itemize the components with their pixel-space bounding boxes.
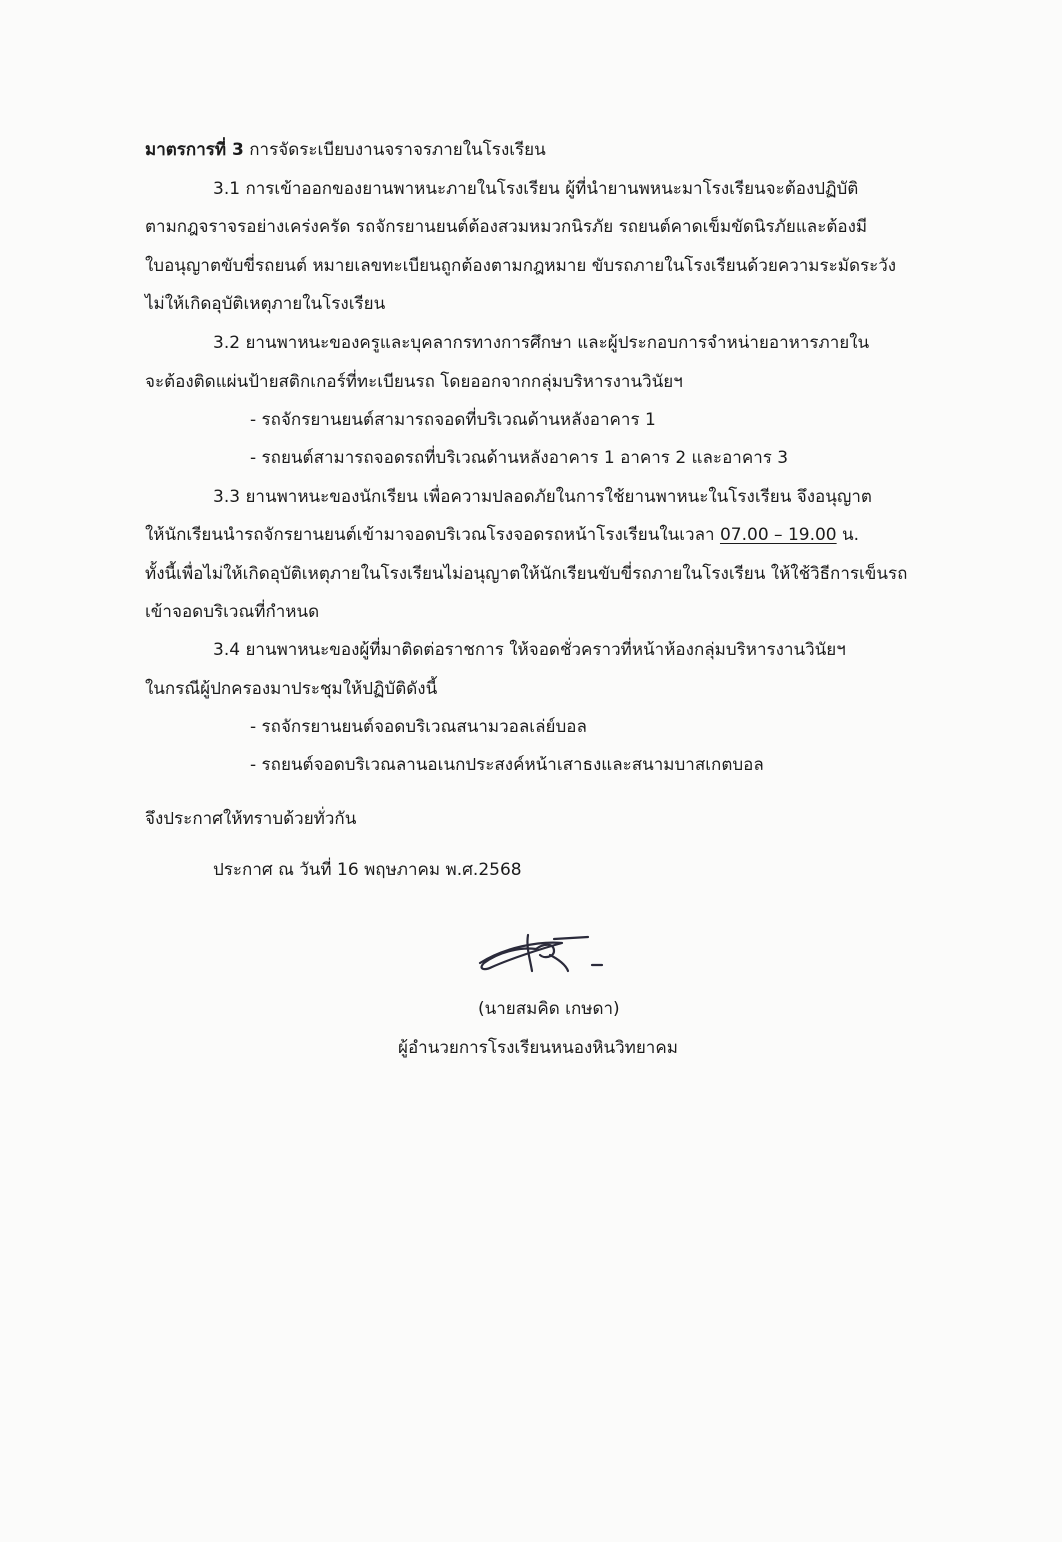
measure-heading-text: การจัดระเบียบงานจราจรภายในโรงเรียน	[243, 140, 546, 160]
announcement-date: ประกาศ ณ วันที่ 16 พฤษภาคม พ.ศ.2568	[213, 860, 522, 880]
section-3-1-line-1: 3.1 การเข้าออกของยานพาหนะภายในโรงเรียน ผู้ที่นำยานพหนะมาโรงเรียนจะต้องปฏิบัติ	[213, 179, 859, 199]
closing-statement: จึงประกาศให้ทราบด้วยทั่วกัน	[145, 809, 357, 829]
section-3-1-line-3: ใบอนุญาตขับขี่รถยนต์ หมายเลขทะเบียนถูกต้องตามกฎหมาย ขับรถภายในโรงเรียนด้วยความระมัดระวัง	[145, 256, 897, 276]
section-3-3-line-2	[145, 522, 859, 548]
time-unit: น.	[836, 525, 860, 545]
section-3-2-bullet-2: - รถยนต์สามารถจอดรถที่บริเวณด้านหลังอาคาร 1 อาคาร 2 และอาคาร 3	[250, 448, 789, 468]
section-3-4-bullet-2: - รถยนต์จอดบริเวณลานอเนกประสงค์หน้าเสาธงและสนามบาสเกตบอล	[250, 755, 764, 775]
section-3-2-line-1: 3.2 ยานพาหนะของครูและบุคลากรทางการศึกษา และผู้ประกอบการจำหน่ายอาหารภายใน	[213, 333, 870, 353]
section-3-4-line-1: 3.4 ยานพาหนะของผู้ที่มาติดต่อราชการ ให้จอดชั่วคราวที่หน้าห้องกลุ่มบริหารงานวินัยฯ	[213, 640, 846, 660]
section-3-3-line-2-text: ให้นักเรียนนำรถจักรยานยนต์เข้ามาจอดบริเวณโรงจอดรถหน้าโรงเรียนในเวลา	[145, 525, 720, 545]
signer-title: ผู้อำนวยการโรงเรียนหนองหินวิทยาคม	[398, 1038, 678, 1058]
section-3-3-line-1: 3.3 ยานพาหนะของนักเรียน เพื่อความปลอดภัยในการใช้ยานพาหนะในโรงเรียน จึงอนุญาต	[213, 487, 872, 507]
signature-mark	[470, 925, 610, 985]
signer-name: (นายสมคิด เกษดา)	[478, 999, 620, 1019]
section-3-3-line-4: เข้าจอดบริเวณที่กำหนด	[145, 602, 320, 622]
section-3-1-line-2: ตามกฎจราจรอย่างเคร่งครัด รถจักรยานยนต์ต้องสวมหมวกนิรภัย รถยนต์คาดเข็มขัดนิรภัยและต้องมี	[145, 217, 868, 237]
section-3-1-line-4: ไม่ให้เกิดอุบัติเหตุภายในโรงเรียน	[145, 294, 386, 314]
allowed-time-range: 07.00 – 19.00	[719, 525, 837, 545]
measure-heading-label: มาตรการที่ 3	[145, 140, 244, 160]
section-3-2-line-2: จะต้องติดแผ่นป้ายสติกเกอร์ที่ทะเบียนรถ โดยออกจากกลุ่มบริหารงานวินัยฯ	[145, 372, 683, 392]
section-3-4-bullet-1: - รถจักรยานยนต์จอดบริเวณสนามวอลเล่ย์บอล	[250, 717, 587, 737]
measure-heading	[145, 137, 546, 163]
section-3-3-line-3: ทั้งนี้เพื่อไม่ให้เกิดอุบัติเหตุภายในโรงเรียนไม่อนุญาตให้นักเรียนขับขี่รถภายในโรงเรียน ให้ใช้วิธีการเข็นรถ	[145, 564, 908, 584]
section-3-4-line-2: ในกรณีผู้ปกครองมาประชุมให้ปฏิบัติดังนี้	[145, 679, 438, 699]
section-3-2-bullet-1: - รถจักรยานยนต์สามารถจอดที่บริเวณด้านหลังอาคาร 1	[250, 410, 656, 430]
